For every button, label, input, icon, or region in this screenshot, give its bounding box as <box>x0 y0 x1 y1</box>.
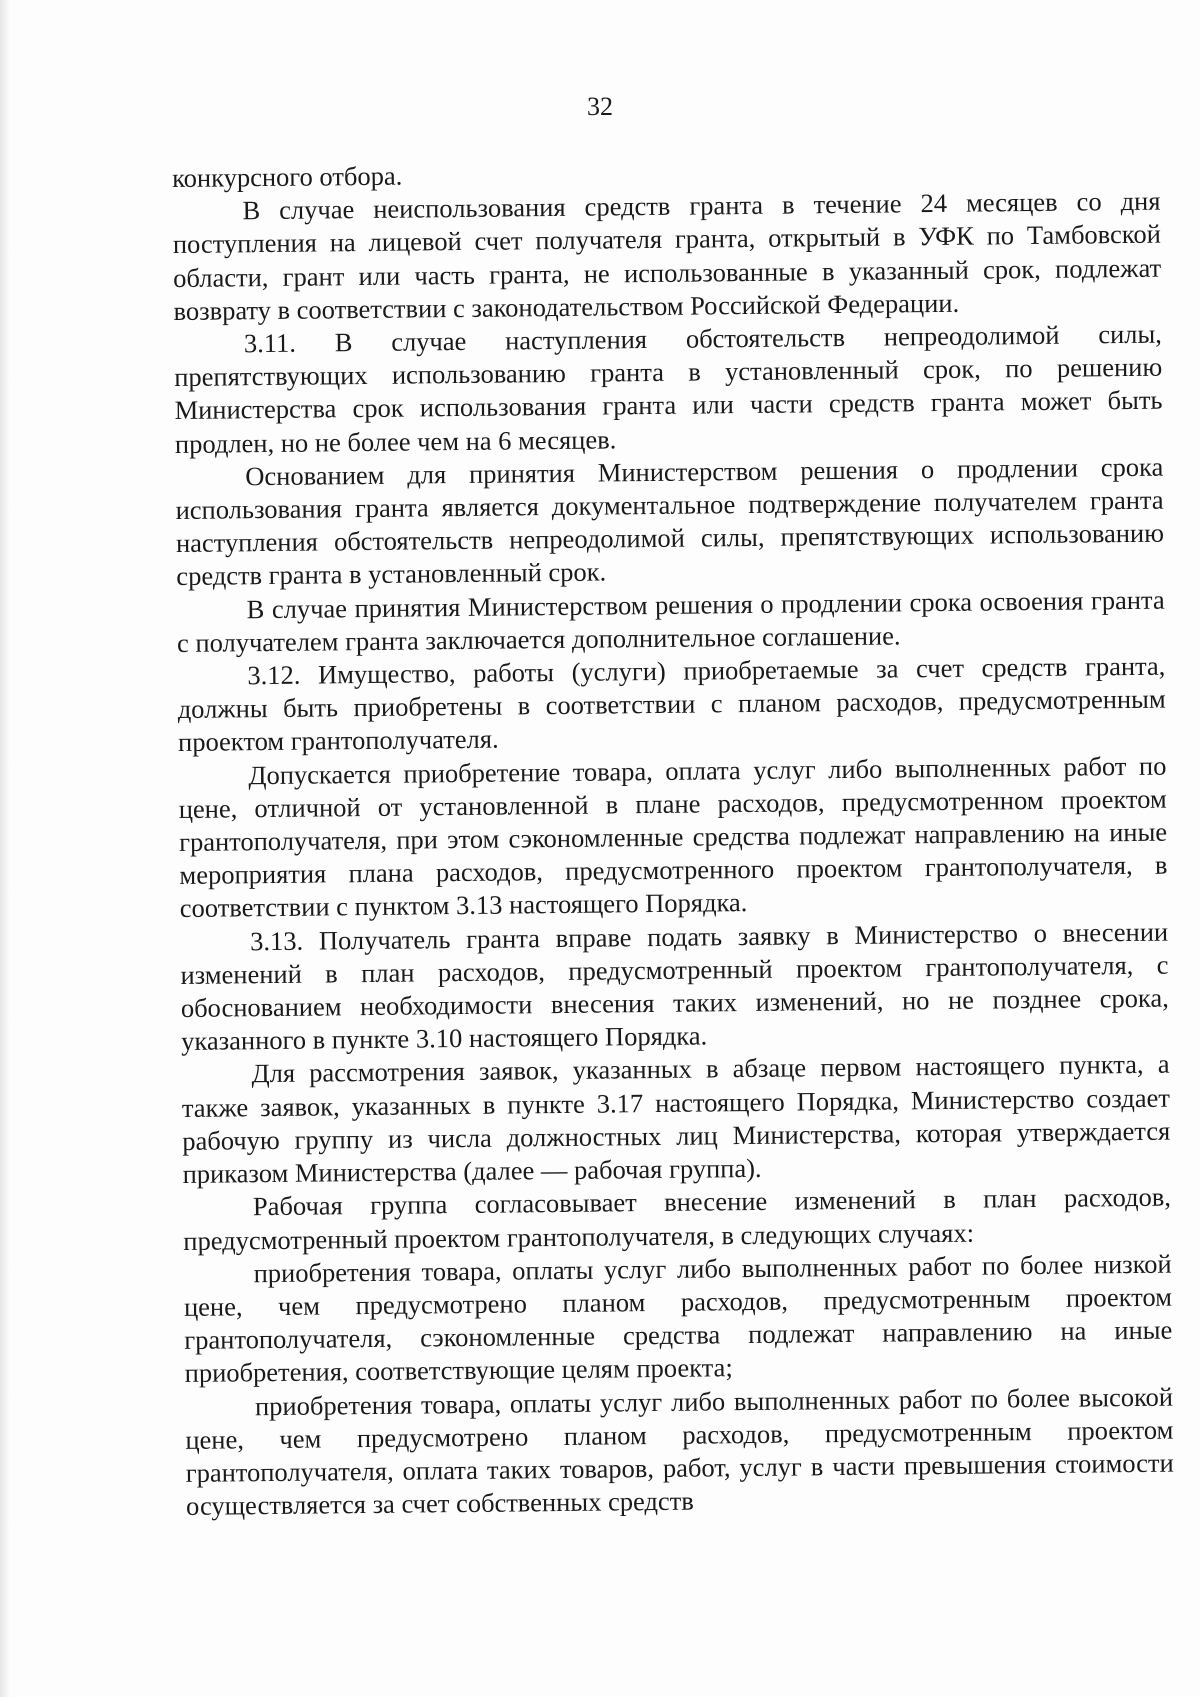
paragraph-continuation: конкурсного отбора. <box>172 160 403 193</box>
paragraph-clause-3-11: 3.11. В случае наступления обстоятельств непреодолимой силы, препятствующих использованию гранта в установленный срок, по решению Министерства срок использования гранта или части средств гранта может быть продлен, но не более чем на 6 месяцев. <box>174 318 1163 459</box>
scan-edge <box>0 0 10 1697</box>
paragraph-clause-3-12: 3.12. Имущество, работы (услуги) приобретаемые за счет средств гранта, должны быть приобретены в соответствии с планом расходов, предусмотренным проектом грантополучателя. <box>177 650 1166 758</box>
paragraph: В случае принятия Министерством решения о продлении срока освоения гранта с получателем гранта заключается дополнительное соглашение. <box>176 584 1165 658</box>
paragraph: Основанием для принятия Министерством решения о продлении срока использования гранта является документальное подтверждение получателем гранта наступления обстоятельств непреодолимой силы, препятствующих использованию средств гранта в установленный срок. <box>175 451 1165 592</box>
paragraph: Для рассмотрения заявок, указанных в абзаце первом настоящего пункта, а также заявок, указанных в пункте 3.17 настоящего Порядка, Министерство создает рабочую группу из числа должностных лиц Министерства, которая утверждается приказом Министерства (далее — рабочая группа). <box>181 1049 1171 1190</box>
paragraph-clause-3-13: 3.13. Получатель гранта вправе подать заявку в Министерство о внесении изменений в план расходов, предусмотренный проектом грантополучателя, с обоснованием необходимости внесения таких изменений, но не позднее срока, указанного в пункте 3.10 настоящего Порядка. <box>180 916 1169 1057</box>
paragraph-list-item: приобретения товара, оплаты услуг либо выполненных работ по более высокой цене, чем предусмотрено планом расходов, предусмотренным проектом грантополучателя, оплата таких товаров, работ, услуг в части превышения стоимости осуществляется за счет собственных средств <box>185 1381 1174 1522</box>
page-number: 32 <box>587 92 613 121</box>
paragraph-list-item: приобретения товара, оплаты услуг либо выполненных работ по более низкой цене, чем предусмотрено планом расходов, предусмотренным проектом грантополучателя, сэкономленные средства подлежат направлению на иные приобретения, соответствующие целям проекта; <box>183 1248 1173 1389</box>
paragraph: Рабочая группа согласовывает внесение изменений в план расходов, предусмотренный проектом грантополучателя, в следующих случаях: <box>183 1181 1172 1256</box>
document-body <box>172 152 1174 1524</box>
paragraph: Допускается приобретение товара, оплата услуг либо выполненных работ по цене, отличной от установленной в плане расходов, предусмотренном проектом грантополучателя, при этом сэкономленные средства подлежат направлению на иные мероприятия плана расходов, предусмотренного проектом грантополучателя, в соответствии с пунктом 3.13 настоящего Порядка. <box>178 750 1168 924</box>
paragraph: В случае неиспользования средств гранта в течение 24 месяцев со дня поступления на лицевой счет получателя гранта, открытый в УФК по Тамбовской области, грант или часть гранта, не использованные в указанный срок, подлежат возврату в соответствии с законодательством Российской Федерации. <box>172 185 1162 326</box>
